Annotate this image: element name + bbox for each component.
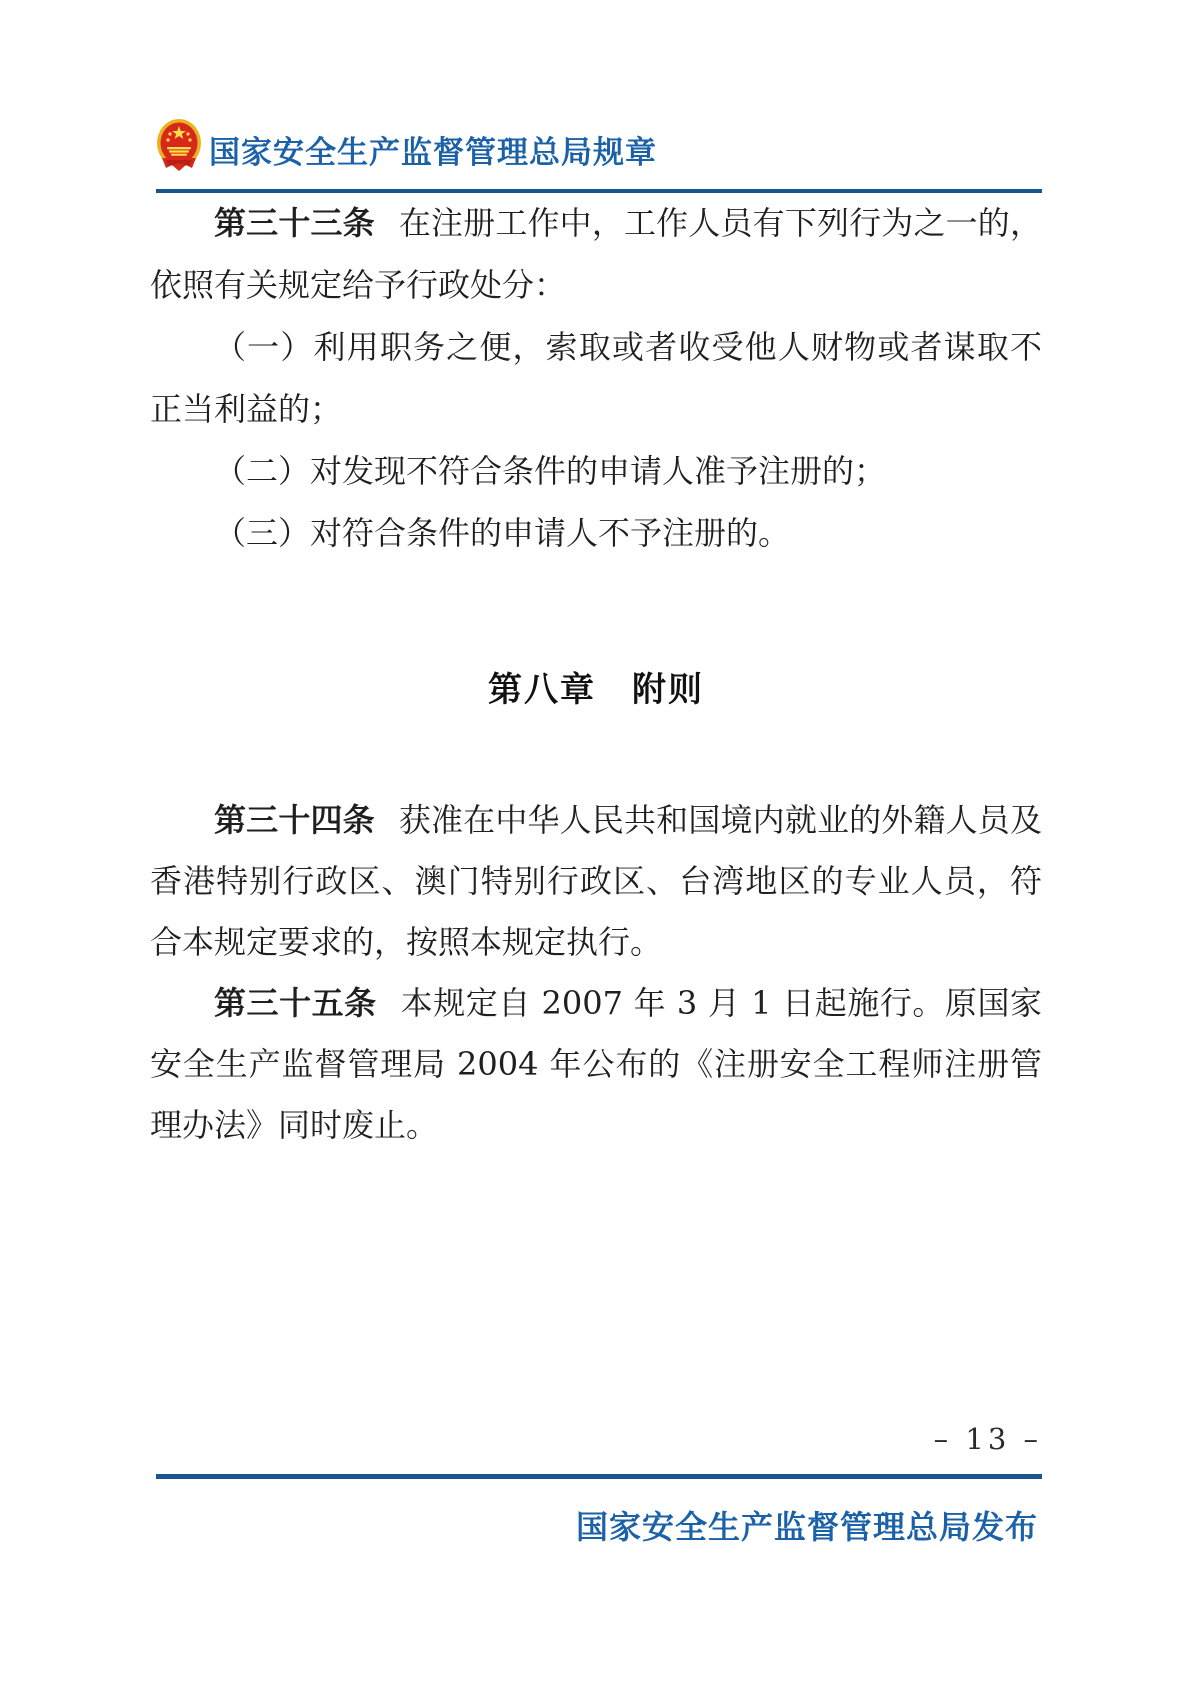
national-emblem-icon [156, 118, 202, 174]
articles-34-35-section [150, 790, 1042, 1156]
header-title: 国家安全生产监督管理总局规章 [209, 135, 657, 171]
article-35-label: 第三十五条 [214, 984, 377, 1022]
footer-rule [156, 1474, 1042, 1479]
publisher-line: 国家安全生产监督管理总局发布 [575, 1508, 1038, 1546]
page-number: – 13 – [933, 1422, 1042, 1456]
article-33-label: 第三十三条 [214, 204, 375, 242]
article-33-paragraph [150, 192, 1042, 316]
article-34-text: 获准在中华人民共和国境内就业的外籍人员及香港特别行政区、澳门特别行政区、台湾地区的专业人员，符合本规定要求的，按照本规定执行。 [150, 801, 1042, 961]
article-33-section [150, 192, 1042, 564]
article-35-paragraph [150, 973, 1042, 1156]
article-35-text: 本规定自 2007 年 3 月 1 日起施行。原国家安全生产监督管理局 2004 年公布的《注册安全工程师注册管理办法》同时废止。 [150, 984, 1042, 1144]
article-34-paragraph [150, 790, 1042, 973]
list-item-3: （三）对符合条件的申请人不予注册的。 [214, 514, 791, 552]
list-item-1: （一）利用职务之便，索取或者收受他人财物或者谋取不正当利益的； [150, 328, 1042, 428]
article-34-label: 第三十四条 [214, 801, 375, 839]
chapter-heading: 第八章 附则 [488, 670, 704, 710]
article-33-text: 在注册工作中，工作人员有下列行为之一的，依照有关规定给予行政处分： [150, 204, 1042, 304]
list-item-2: （二）对发现不符合条件的申请人准予注册的； [214, 452, 887, 490]
